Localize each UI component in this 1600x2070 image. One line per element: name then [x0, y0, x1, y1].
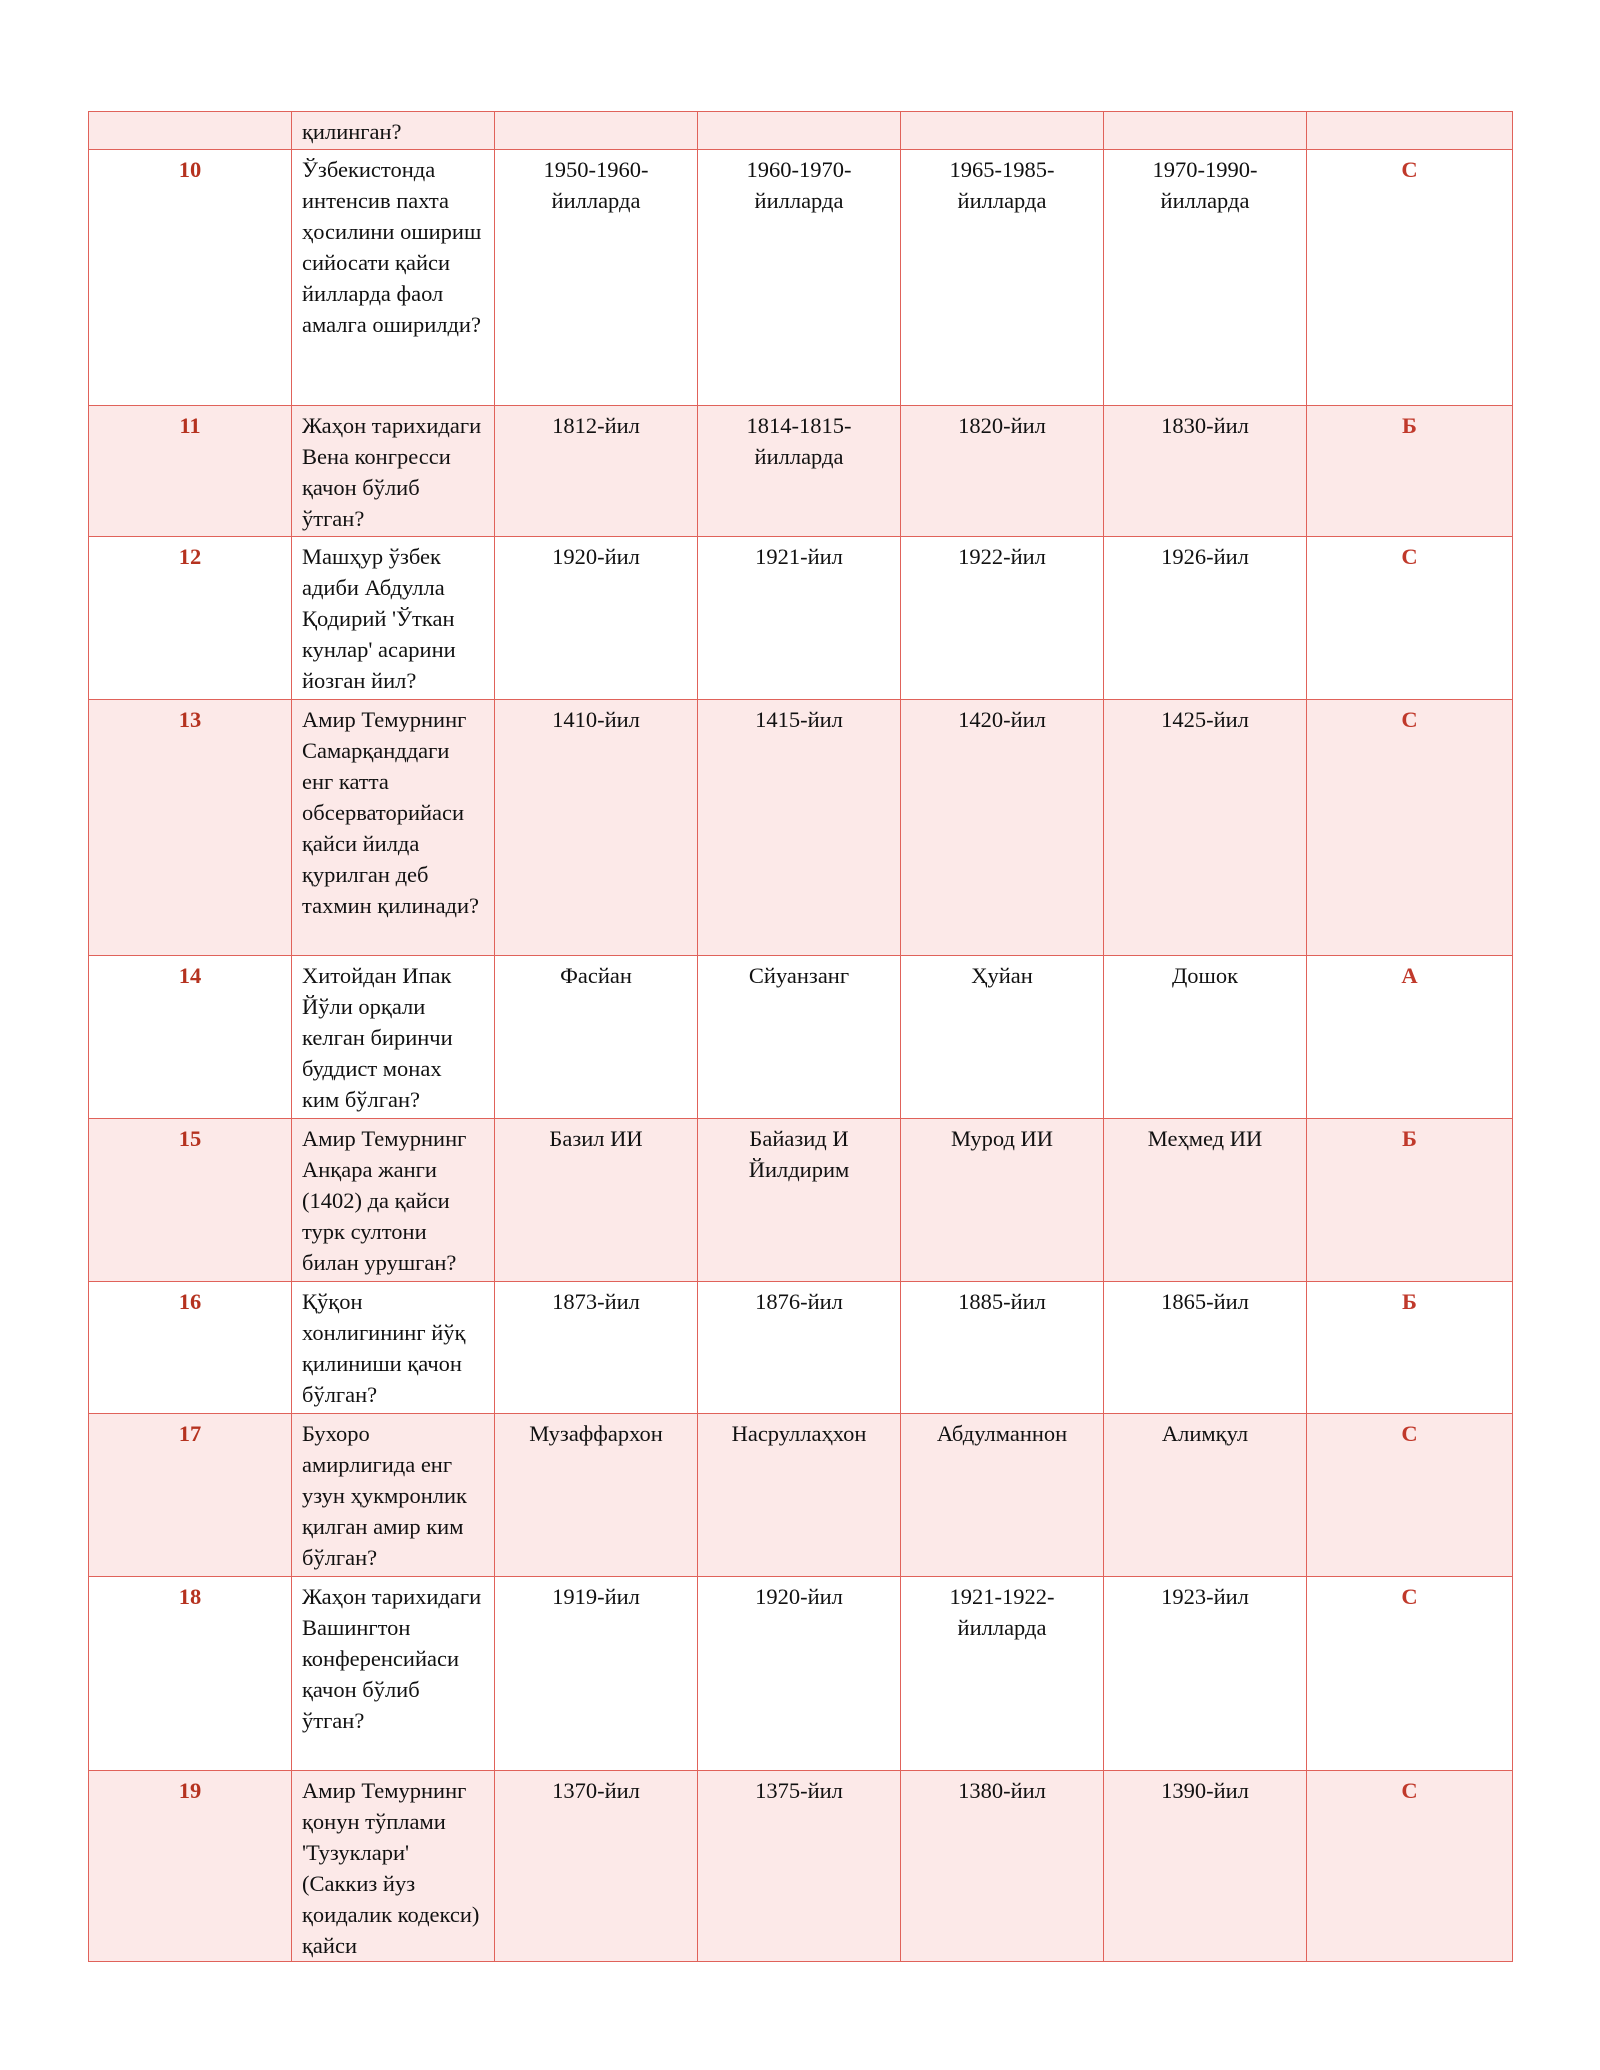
option-a: Базил ИИ [495, 1119, 698, 1282]
correct-answer: C [1307, 1577, 1513, 1771]
option-b: 1960-1970-йилларда [698, 150, 901, 406]
option-d: 1390-йил [1104, 1771, 1307, 1962]
question-number: 17 [89, 1414, 292, 1577]
question-number: 15 [89, 1119, 292, 1282]
option-c [901, 112, 1104, 150]
option-a [495, 112, 698, 150]
table-row [89, 150, 1513, 406]
correct-answer: A [1307, 956, 1513, 1119]
option-b: 1876-йил [698, 1282, 901, 1414]
option-c: 1965-1985-йилларда [901, 150, 1104, 406]
option-b: 1415-йил [698, 700, 901, 956]
question-number: 18 [89, 1577, 292, 1771]
option-d: Дошок [1104, 956, 1307, 1119]
correct-answer [1307, 112, 1513, 150]
question-text: Жаҳон тарихидаги Вашингтон конференсийаси қачон бўлиб ўтган? [292, 1577, 495, 1771]
option-d: 1865-йил [1104, 1282, 1307, 1414]
question-number [89, 112, 292, 150]
option-b: 1375-йил [698, 1771, 901, 1962]
question-text: Амир Темурнинг қонун тўплами 'Тузуклари' (Саккиз йуз қоидалик кодекси) қайси [292, 1771, 495, 1962]
question-text: қилинган? [292, 112, 495, 150]
option-c: 1922-йил [901, 537, 1104, 700]
option-d: Алимқул [1104, 1414, 1307, 1577]
correct-answer: C [1307, 700, 1513, 956]
option-b: Сйуанзанг [698, 956, 901, 1119]
option-a: Музаффархон [495, 1414, 698, 1577]
option-b [698, 112, 901, 150]
option-a: 1919-йил [495, 1577, 698, 1771]
option-c: 1820-йил [901, 406, 1104, 537]
option-a: 1873-йил [495, 1282, 698, 1414]
table-row [89, 537, 1513, 700]
option-b: 1920-йил [698, 1577, 901, 1771]
table-row [89, 700, 1513, 956]
question-text: Жаҳон тарихидаги Вена конгресси қачон бўлиб ўтган? [292, 406, 495, 537]
question-text: Ўзбекистонда интенсив пахта ҳосилини ошириш сийосати қайси йилларда фаол амалга оширилди? [292, 150, 495, 406]
option-c: 1420-йил [901, 700, 1104, 956]
table-row [89, 1771, 1513, 1962]
question-text: Машҳур ўзбек адиби Абдулла Қодирий 'Ўткан кунлар' асарини йозган йил? [292, 537, 495, 700]
option-a: Фасйан [495, 956, 698, 1119]
correct-answer: C [1307, 1771, 1513, 1962]
option-c: 1380-йил [901, 1771, 1104, 1962]
option-b: 1921-йил [698, 537, 901, 700]
correct-answer: Б [1307, 1119, 1513, 1282]
question-number: 13 [89, 700, 292, 956]
option-d [1104, 112, 1307, 150]
option-a: 1370-йил [495, 1771, 698, 1962]
table-row [89, 112, 1513, 150]
table-row [89, 1414, 1513, 1577]
question-text: Амир Темурнинг Самарқанддаги енг катта обсерваторийаси қайси йилда қурилган деб тахмин қилинади? [292, 700, 495, 956]
option-c: Мурод ИИ [901, 1119, 1104, 1282]
option-d: 1830-йил [1104, 406, 1307, 537]
option-b: 1814-1815-йилларда [698, 406, 901, 537]
quiz-table [88, 111, 1513, 1962]
correct-answer: Б [1307, 406, 1513, 537]
option-b: Байазид И Йилдирим [698, 1119, 901, 1282]
option-d: 1970-1990-йилларда [1104, 150, 1307, 406]
option-d: 1425-йил [1104, 700, 1307, 956]
option-c: Ҳуйан [901, 956, 1104, 1119]
option-d: 1926-йил [1104, 537, 1307, 700]
option-b: Насруллаҳхон [698, 1414, 901, 1577]
correct-answer: C [1307, 537, 1513, 700]
option-a: 1920-йил [495, 537, 698, 700]
table-row [89, 1119, 1513, 1282]
option-c: Абдулманнон [901, 1414, 1104, 1577]
correct-answer: C [1307, 1414, 1513, 1577]
option-c: 1885-йил [901, 1282, 1104, 1414]
question-number: 16 [89, 1282, 292, 1414]
question-text: Бухоро амирлигида енг узун ҳукмронлик қилган амир ким бўлган? [292, 1414, 495, 1577]
option-d: Меҳмед ИИ [1104, 1119, 1307, 1282]
option-a: 1410-йил [495, 700, 698, 956]
question-number: 19 [89, 1771, 292, 1962]
question-number: 10 [89, 150, 292, 406]
option-c: 1921-1922-йилларда [901, 1577, 1104, 1771]
option-a: 1812-йил [495, 406, 698, 537]
option-a: 1950-1960-йилларда [495, 150, 698, 406]
question-text: Хитойдан Ипак Йўли орқали келган биринчи буддист монах ким бўлган? [292, 956, 495, 1119]
table-row [89, 406, 1513, 537]
correct-answer: Б [1307, 1282, 1513, 1414]
table-row [89, 956, 1513, 1119]
option-d: 1923-йил [1104, 1577, 1307, 1771]
question-text: Қўқон хонлигининг йўқ қилиниши қачон бўлган? [292, 1282, 495, 1414]
question-text: Амир Темурнинг Анқара жанги (1402) да қайси турк султони билан урушган? [292, 1119, 495, 1282]
table-row [89, 1282, 1513, 1414]
table-row [89, 1577, 1513, 1771]
correct-answer: C [1307, 150, 1513, 406]
question-number: 11 [89, 406, 292, 537]
question-number: 14 [89, 956, 292, 1119]
question-number: 12 [89, 537, 292, 700]
